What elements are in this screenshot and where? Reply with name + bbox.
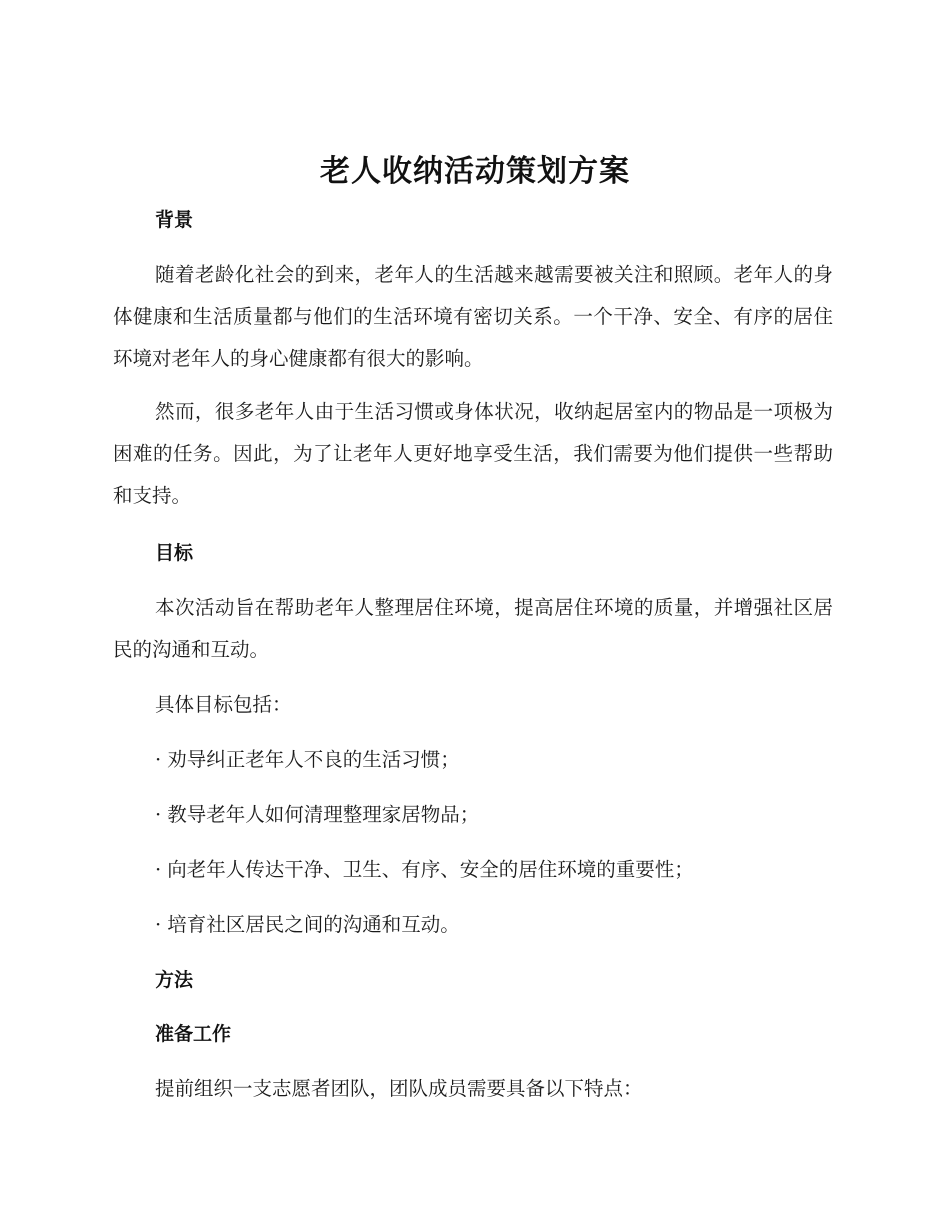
- method-paragraph: 提前组织一支志愿者团队，团队成员需要具备以下特点：: [155, 1077, 643, 1100]
- background-paragraph-2: 然而，很多老年人由于生活习惯或身体状况，收纳起居室内的物品是一项极为困难的任务。因此，为了让老年人更好地享受生活，我们需要为他们提供一些帮助和支持。: [113, 400, 833, 507]
- list-item: [155, 801, 479, 829]
- list-item: [155, 911, 460, 939]
- list-item: [155, 746, 460, 774]
- document-title: 老人收纳活动策划方案: [320, 154, 630, 189]
- goal-list-intro: 具体目标包括：: [155, 693, 292, 716]
- subheading-preparation: 准备工作: [155, 1023, 232, 1045]
- bullet-icon: ·: [155, 803, 162, 826]
- background-paragraph-1: 随着老龄化社会的到来，老年人的生活越来越需要被关注和照顾。老年人的身体健康和生活质量都与他们的生活环境有密切关系。一个干净、安全、有序的居住环境对老年人的身心健康都有很大的影响。: [113, 263, 833, 370]
- list-item-text: 劝导纠正老年人不良的生活习惯；: [167, 748, 460, 771]
- section-heading-goal: 目标: [155, 542, 194, 564]
- bullet-icon: ·: [155, 858, 162, 881]
- list-item-text: 教导老年人如何清理整理家居物品；: [167, 803, 480, 826]
- list-item: [155, 856, 694, 884]
- bullet-icon: ·: [155, 748, 162, 771]
- section-heading-method: 方法: [155, 969, 194, 991]
- goal-paragraph: 本次活动旨在帮助老年人整理居住环境，提高居住环境的质量，并增强社区居民的沟通和互动。: [113, 596, 833, 661]
- list-item-text: 向老年人传达干净、卫生、有序、安全的居住环境的重要性；: [167, 858, 694, 881]
- bullet-icon: ·: [155, 913, 162, 936]
- list-item-text: 培育社区居民之间的沟通和互动。: [167, 913, 460, 936]
- section-heading-background: 背景: [155, 209, 194, 231]
